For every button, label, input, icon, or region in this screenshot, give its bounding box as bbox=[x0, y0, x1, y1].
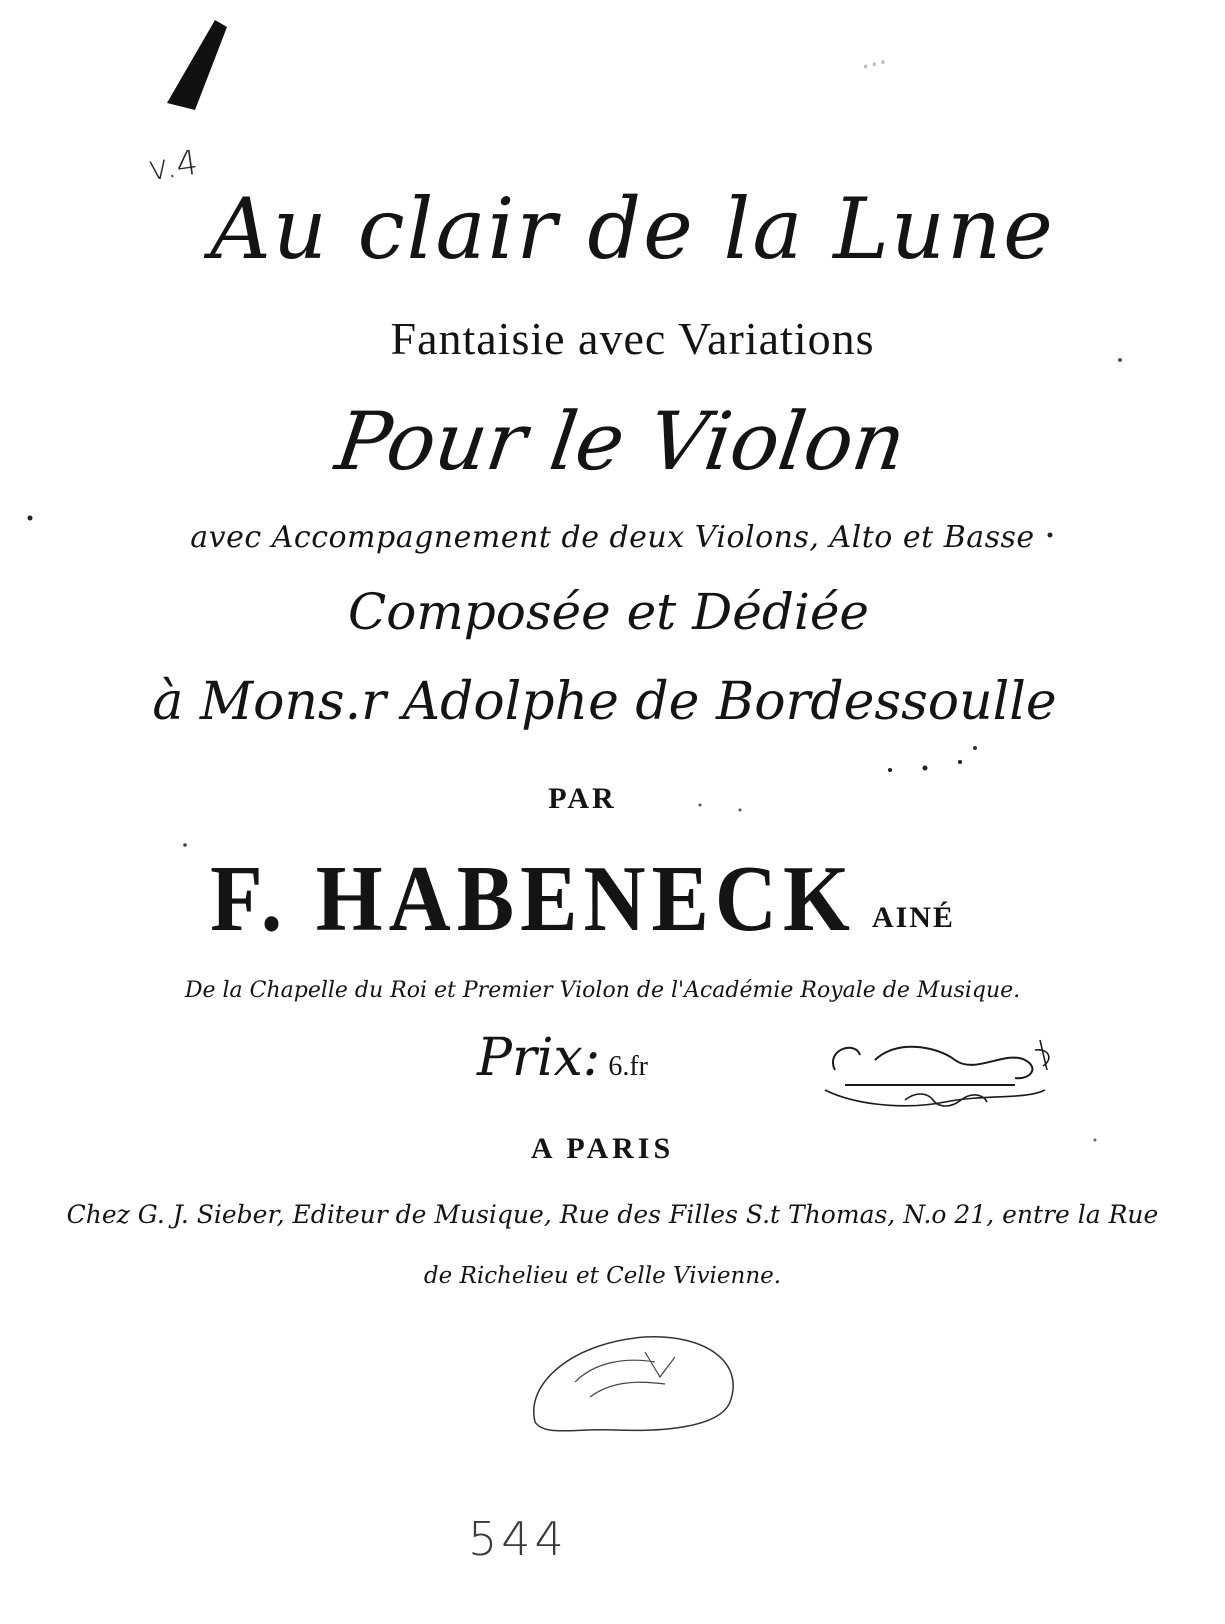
accompaniment-line: avec Accompagnement de deux Violons, Alto et Basse bbox=[190, 520, 1035, 555]
price-value: 6.fr bbox=[608, 1051, 648, 1082]
handwritten-shelf-number: 544 bbox=[468, 1512, 568, 1566]
publisher-line-1: Chez G. J. Sieber, Editeur de Musique, Rue des Filles S.t Thomas, N.o 21, entre la Rue bbox=[66, 1200, 1159, 1229]
price-label: Prix: bbox=[477, 1028, 601, 1088]
piece-title: Au clair de la Lune bbox=[210, 180, 1055, 278]
instrument-text: Pour le Violon bbox=[330, 395, 911, 488]
composer-position: De la Chapelle du Roi et Premier Violon de l'Académie Royale de Musique. bbox=[184, 978, 1021, 1003]
city-line: A PARIS bbox=[530, 1132, 675, 1165]
piece-subtitle: Fantaisie avec Variations bbox=[390, 313, 875, 364]
by-label: PAR bbox=[548, 782, 617, 815]
dedication-line: à Mons.r Adolphe de Bordessoulle bbox=[152, 672, 1057, 732]
composed-dedicated-line: Composée et Dédiée bbox=[347, 583, 870, 641]
publisher-line-2: de Richelieu et Celle Vivienne. bbox=[423, 1263, 782, 1289]
faint-pencil-note: ... bbox=[856, 37, 891, 76]
handwritten-volume-note: v.4 bbox=[145, 142, 201, 190]
composer-name: F. HABENECK bbox=[210, 845, 856, 951]
composer-suffix: AINÉ bbox=[871, 901, 955, 934]
